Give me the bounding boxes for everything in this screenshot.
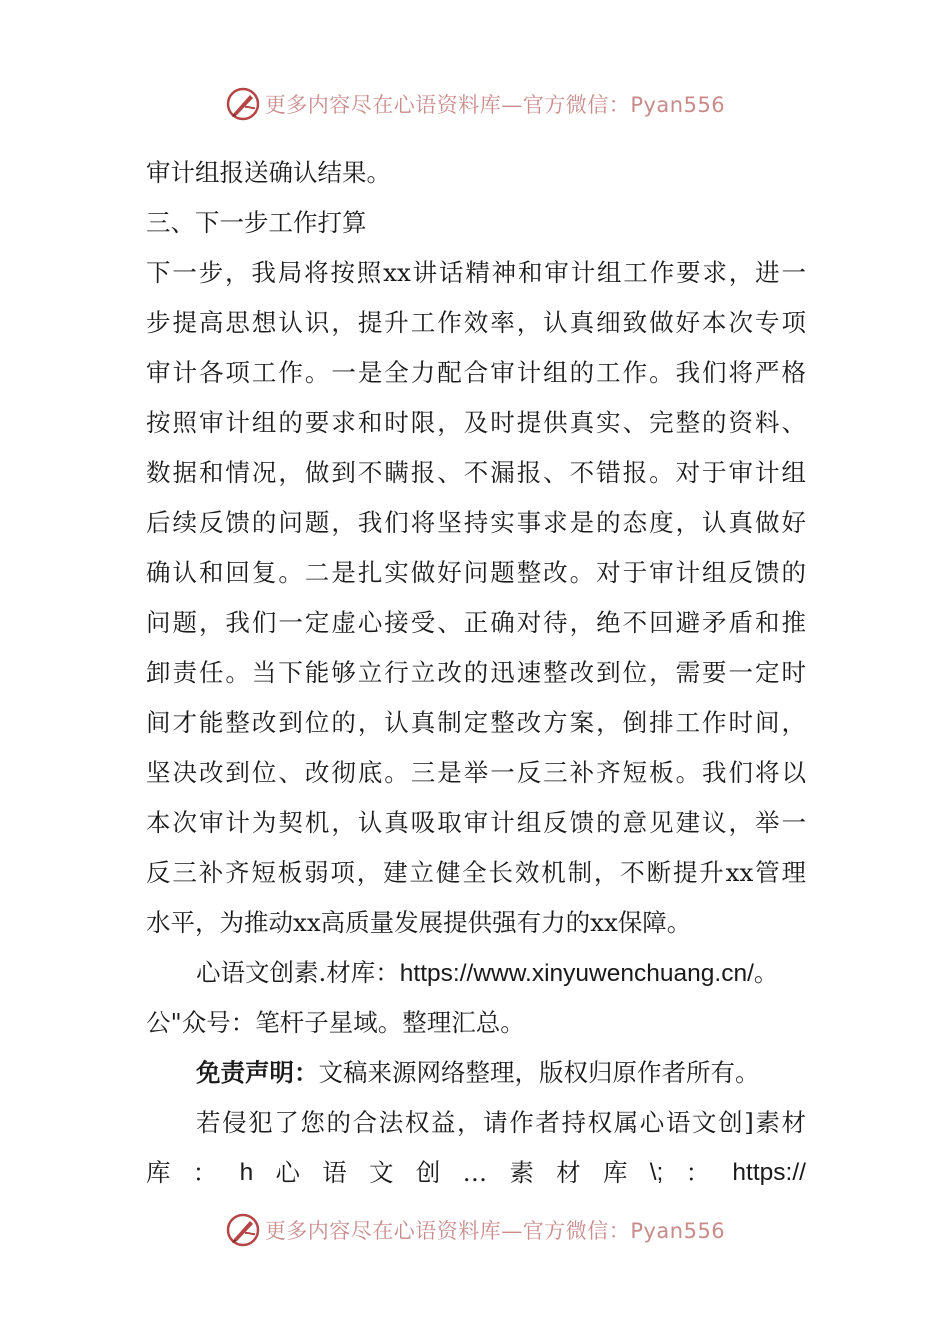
last-line-token: 创 (415, 1158, 441, 1187)
pen-logo-icon (225, 86, 261, 122)
body-line: 水平，为推动xx高质量发展提供强有力的xx保障。 (146, 908, 692, 937)
last-line-token: 库 (602, 1158, 628, 1187)
last-line-token: 素 (509, 1158, 534, 1187)
disclaimer-line (146, 1048, 806, 1098)
last-line-token: https:// (732, 1159, 806, 1186)
body-line: 本次审计为契机，认真吸取审计组反馈的意见建议，举一 (146, 808, 806, 837)
body-line: 审计各项工作。一是全力配合审计组的工作。我们将严格 (146, 358, 806, 387)
infringe-line: 若侵犯了您的合法权益，请作者持权属心语文创]素材 (196, 1108, 806, 1137)
last-line-token: ： (685, 1158, 711, 1187)
disclaimer-text: 文稿来源网络整理，版权归原作者所有。 (318, 1058, 760, 1087)
banner-wechat-id: Pyan556 (630, 93, 726, 117)
body-line: 数据和情况，做到不瞒报、不漏报、不错报。对于审计组 (146, 458, 806, 487)
last-line-token: 文 (369, 1158, 394, 1187)
source-suffix: 。 (753, 958, 779, 987)
last-line-token: 库 (146, 1158, 171, 1187)
source-prefix: 心语文创素.材库： (196, 958, 400, 987)
body-line: 审计组报送确认结果。 (146, 158, 391, 187)
pen-logo-icon (225, 1212, 261, 1248)
last-line-token: … (462, 1158, 488, 1187)
body-line: 按照审计组的要求和时限，及时提供真实、完整的资料、 (146, 408, 806, 437)
body-line: 确认和回复。二是扎实做好问题整改。对于审计组反馈的 (146, 558, 806, 587)
last-line-token: ： (192, 1158, 218, 1187)
banner-wechat-id: Pyan556 (630, 1219, 726, 1243)
body-line: 坚决改到位、改彻底。三是举一反三补齐短板。我们将以 (146, 758, 806, 787)
source-line (146, 948, 806, 998)
source-url-link[interactable]: https://www.xinyuwenchuang.cn/ (399, 960, 754, 987)
body-line: 步提高思想认识，提升工作效率，认真细致做好本次专项 (146, 308, 806, 337)
last-line-token: 语 (322, 1158, 347, 1187)
last-line-token: 心 (275, 1158, 300, 1187)
document-body (146, 148, 806, 1198)
body-line: 卸责任。当下能够立行立改的迅速整改到位，需要一定时 (146, 658, 806, 687)
body-line: 后续反馈的问题，我们将坚持实事求是的态度，认真做好 (146, 508, 806, 537)
last-line-token: \; (649, 1159, 664, 1186)
footer-banner (0, 1208, 950, 1252)
body-line: 间才能整改到位的，认真制定整改方案，倒排工作时间， (146, 708, 806, 737)
banner-text: 更多内容尽在心语资料库—官方微信：Pyan556 (264, 93, 726, 117)
body-line: 反三补齐短板弱项，建立健全长效机制，不断提升xx管理 (146, 858, 806, 887)
last-line-token: 材 (556, 1158, 581, 1187)
disclaimer-label: 免责声明： (196, 1058, 319, 1087)
body-line: 下一步，我局将按照xx讲话精神和审计组工作要求，进一 (146, 258, 806, 287)
last-line-token: h (239, 1159, 254, 1186)
source-line-2: 公"众号：笔杆子星域。整理汇总。 (146, 1008, 525, 1037)
body-line: 问题，我们一定虚心接受、正确对待，绝不回避矛盾和推 (146, 608, 806, 637)
banner-text: 更多内容尽在心语资料库—官方微信：Pyan556 (264, 1219, 726, 1243)
header-banner (0, 82, 950, 126)
section-heading: 三、下一步工作打算 (146, 208, 367, 237)
last-line (146, 1148, 806, 1198)
